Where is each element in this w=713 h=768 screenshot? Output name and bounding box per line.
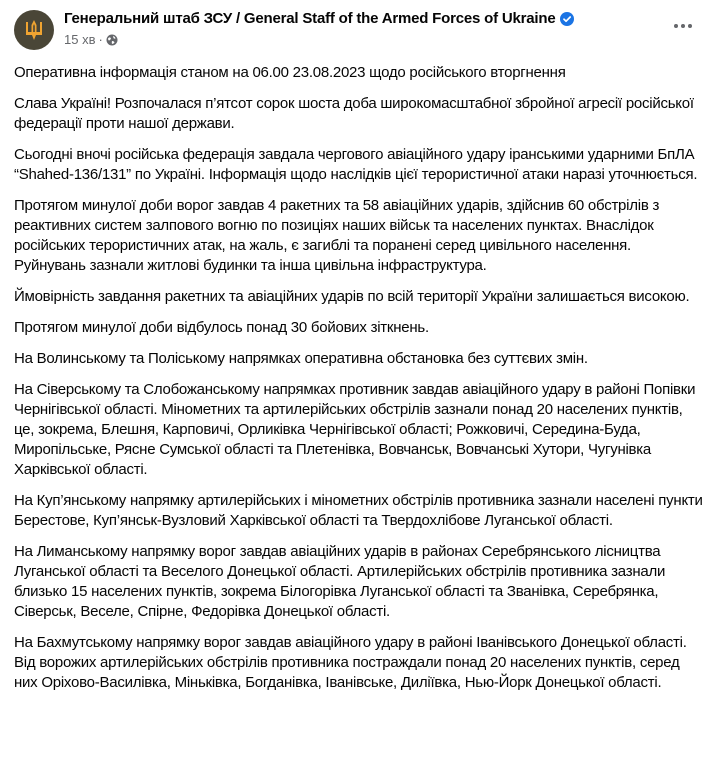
post-timestamp[interactable]: 15 хв bbox=[64, 32, 96, 47]
post-paragraph: Ймовірність завдання ракетних та авіаційних ударів по всій території України залишається високою. bbox=[14, 288, 690, 305]
author-name-link[interactable]: Генеральний штаб ЗСУ / General Staff of the Armed Forces of Ukraine bbox=[64, 10, 556, 27]
post-paragraph: На Сіверському та Слобожанському напрямках противник завдав авіаційного удару в районі Попівки Чернігівської області. Мінометних та артилерійських обстрілів зазнали понад 20 населених пунктів, це, зокрема, Блешня, Карповичі, Орликівка Чернігівської області; Рожковичі, Середина-Буда, Миропільське, Рясне Сумської області та Плетенівка, Вовчанськ, Вовчанські Хутори, Чугунівка Харківської області. bbox=[14, 381, 696, 478]
post-paragraph: Протягом минулої доби відбулось понад 30 бойових зіткнень. bbox=[14, 319, 429, 336]
post-paragraph-headline: Оперативна інформація станом на 06.00 23.08.2023 щодо російського вторгнення bbox=[14, 64, 566, 81]
post-paragraph: На Куп’янському напрямку артилерійських і мінометних обстрілів противника зазнали населені пункти Берестове, Куп’янськ-Вузловий Харківської області та Твердохлібове Луганської області. bbox=[14, 492, 703, 529]
trident-emblem-icon bbox=[25, 19, 43, 41]
post-paragraph: Слава Україні! Розпочалася п’ятсот сорок шоста доба широкомасштабної збройної агресії російської федерації проти нашої держави. bbox=[14, 95, 694, 132]
post-paragraph: На Лиманському напрямку ворог завдав авіаційних ударів в районах Серебрянського лісництва Луганської області та Веселого Донецької області. Артилерійських обстрілів противника зазнали близько 15 населених пунктів, зокрема Білогорівка Луганської області та Званівка, Серебрянка, Сіверськ, Веселе, Спірне, Федорівка Донецької області. bbox=[14, 543, 666, 620]
post-paragraph: На Волинському та Поліському напрямках оперативна обстановка без суттєвих змін. bbox=[14, 350, 588, 367]
meta-separator: · bbox=[98, 32, 103, 47]
verified-badge-icon bbox=[560, 12, 574, 26]
post-paragraph: На Бахмутському напрямку ворог завдав авіаційного удару в районі Іванівського Донецької області. Від ворожих артилерійських обстрілів противника постраждали понад 20 населених пунктів, серед них Оріхово-Василівка, Міньківка, Богданівка, Іванівське, Диліївка, Нью-Йорк Донецької області. bbox=[14, 634, 687, 691]
post-paragraph: Сьогодні вночі російська федерація завдала чергового авіаційного удару іранськими ударними БпЛА “Shahed-136/131” по Україні. Інформація щодо наслідків цієї терористичної атаки наразі уточнюється. bbox=[14, 146, 698, 183]
post-meta bbox=[64, 32, 118, 47]
post-body bbox=[14, 63, 704, 704]
more-options-icon bbox=[673, 23, 693, 29]
post-paragraph: Протягом минулої доби ворог завдав 4 ракетних та 58 авіаційних ударів, здійснив 60 обстрілів з реактивних систем залпового вогню по позиціях наших військ та населених пунктах. Внаслідок російських терористичних атак, на жаль, є загиблі та поранені серед цивільного населення. Руйнувань зазнали житлові будинки та інша цивільна інфраструктура. bbox=[14, 197, 660, 274]
post-header bbox=[0, 0, 713, 58]
globe-icon[interactable] bbox=[106, 34, 118, 46]
more-options-button[interactable] bbox=[667, 14, 699, 38]
post-author bbox=[64, 10, 574, 27]
avatar[interactable] bbox=[14, 10, 54, 50]
